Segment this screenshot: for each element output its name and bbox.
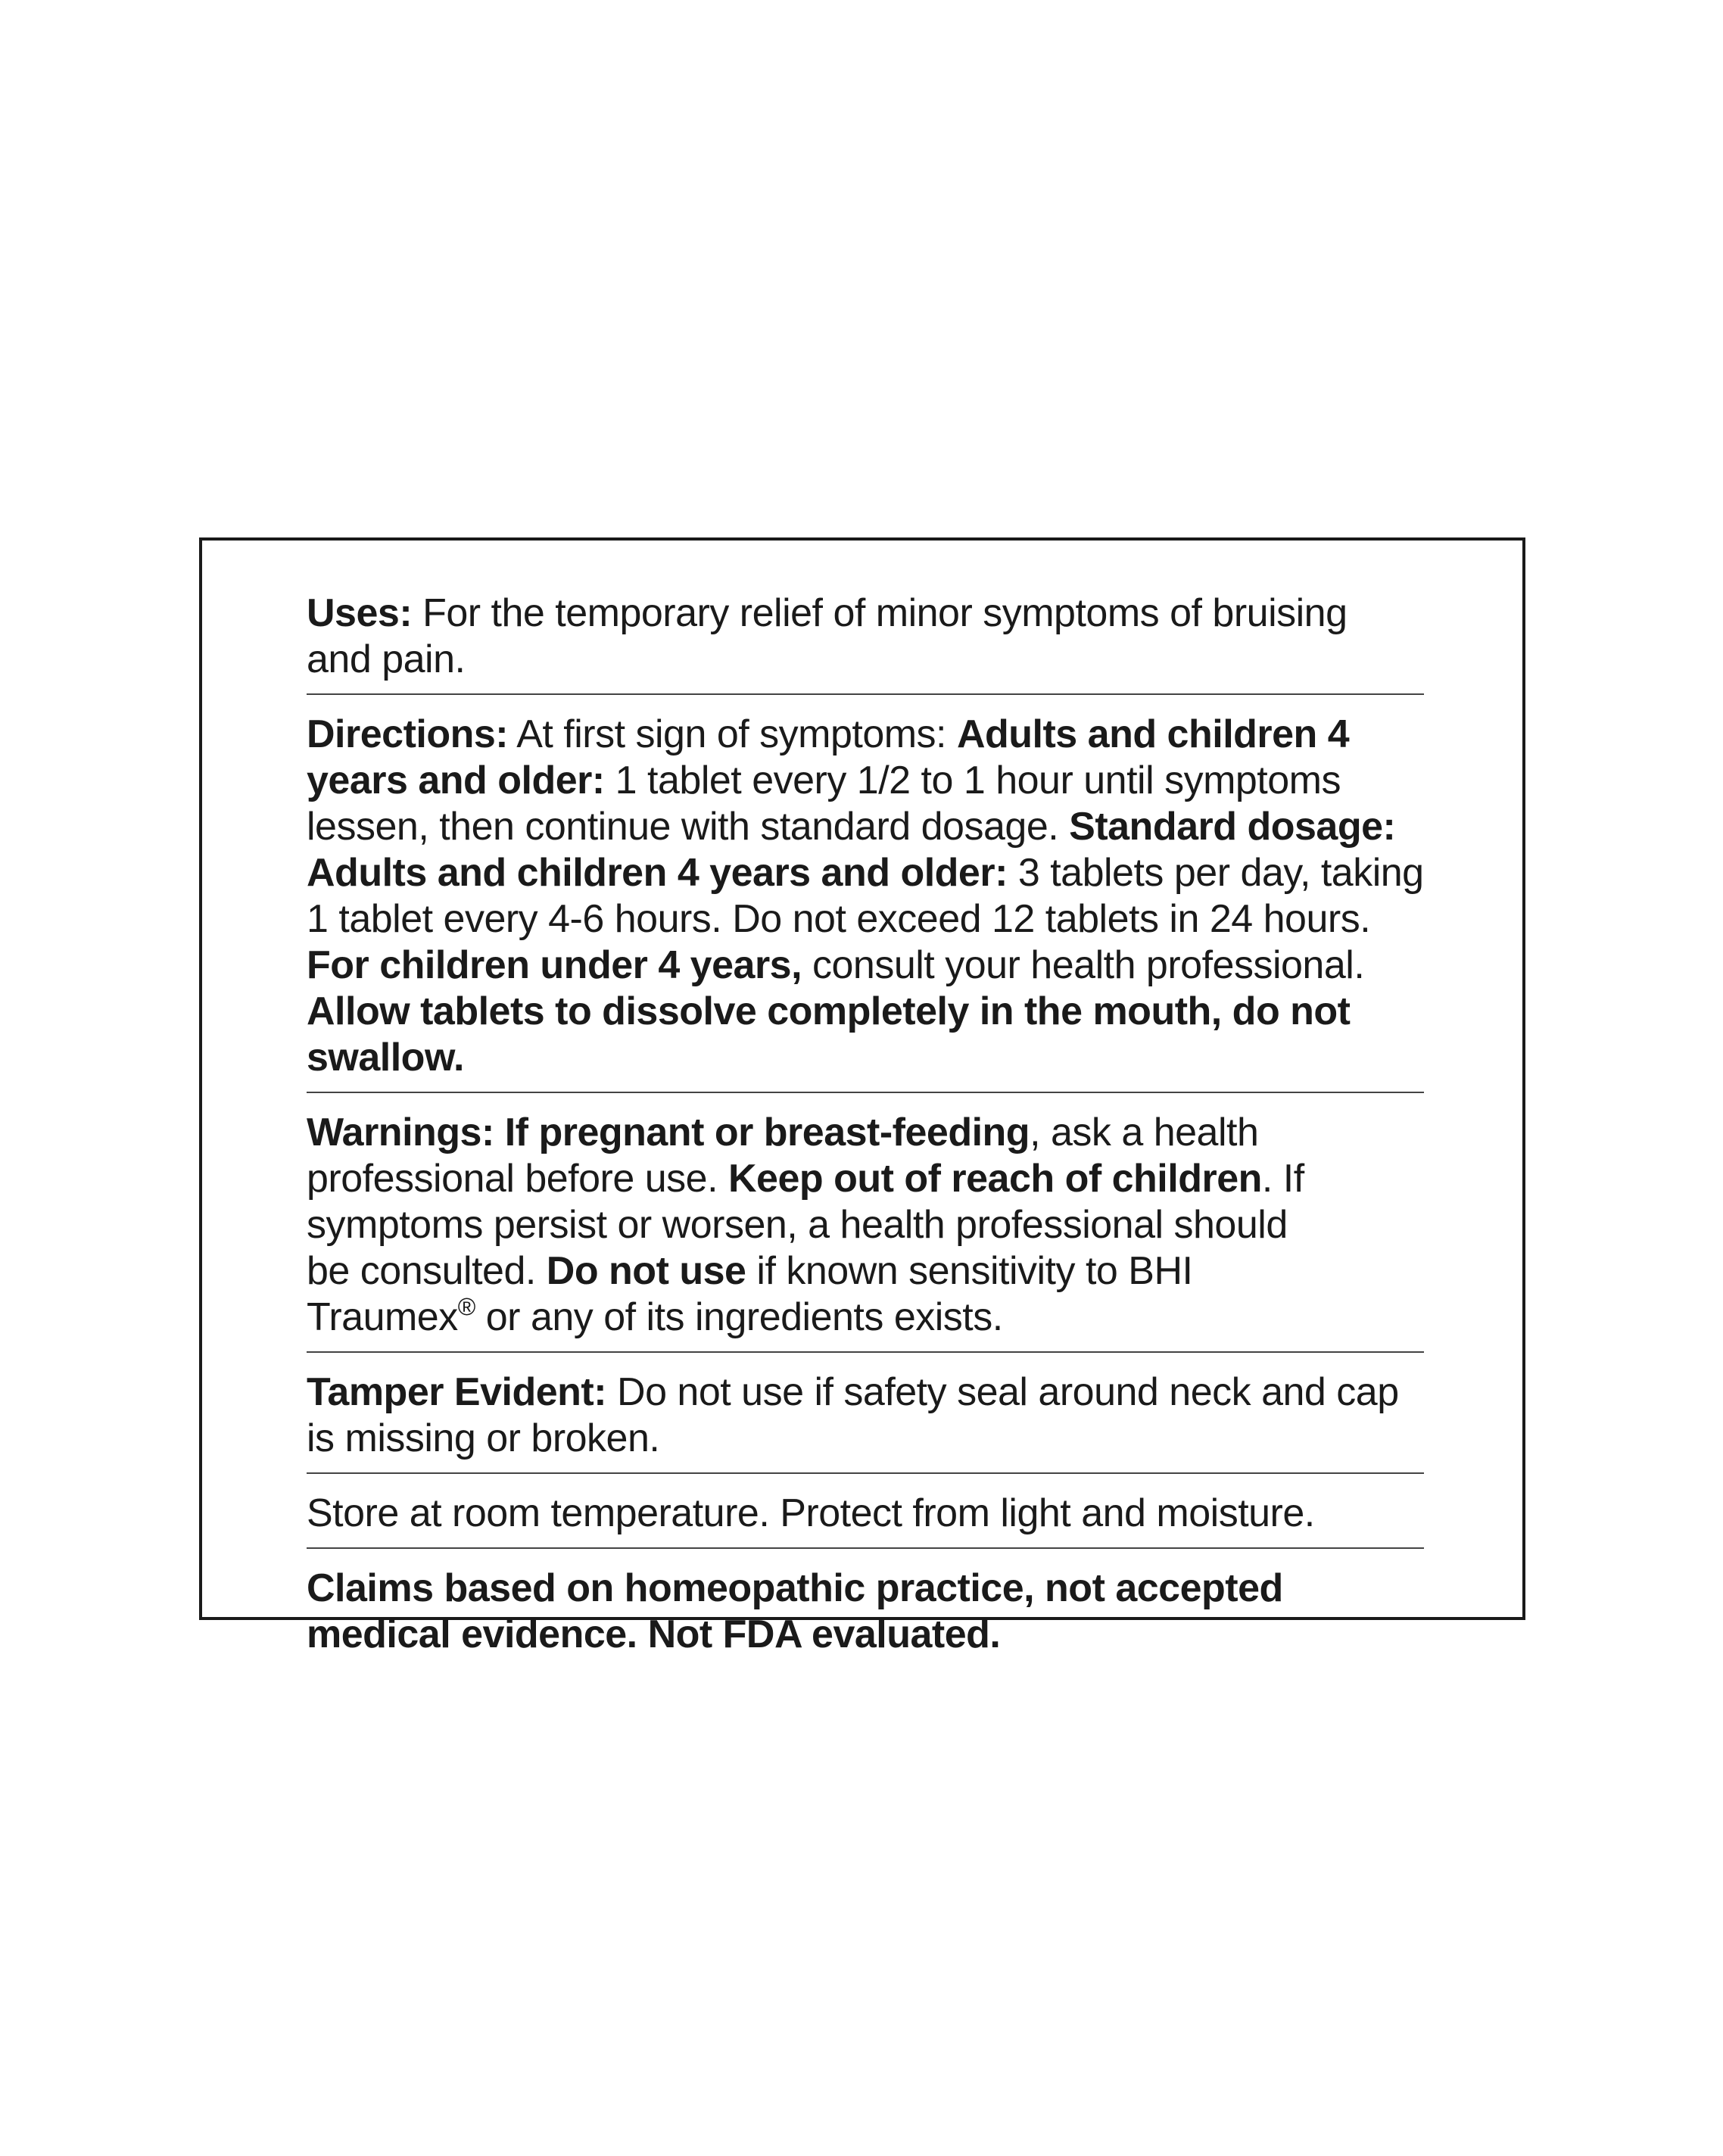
tamper-evident-section	[307, 1369, 1424, 1474]
directions-text-3: 3 tablets per day, taking 1 tablet every 4-6 hours. Do not exceed 12 tablets in 24 hours.	[307, 851, 1424, 941]
uses-heading: Uses:	[307, 591, 413, 635]
claims-section	[307, 1566, 1424, 1668]
warnings-text-4: or any of its ingredients exists.	[475, 1295, 1003, 1339]
warnings-heading: Warnings: If pregnant or breast-feeding	[307, 1111, 1030, 1154]
storage-section	[307, 1491, 1424, 1549]
directions-bold-1: Adults and children 4 years and older:	[307, 712, 1350, 802]
warnings-bold-2: Do not use	[546, 1249, 746, 1293]
tamper-text: Do not use if safety seal around neck and cap is missing or broken.	[307, 1370, 1399, 1460]
tamper-heading: Tamper Evident:	[307, 1370, 607, 1414]
directions-bold-4: Allow tablets to dissolve completely in the mouth, do not swallow.	[307, 989, 1351, 1080]
claims-text: Claims based on homeopathic practice, not accepted medical evidence. Not FDA evaluated.	[307, 1566, 1283, 1656]
warnings-section	[307, 1110, 1424, 1353]
warnings-text-1: , ask a health professional before use.	[307, 1111, 1259, 1201]
directions-section	[307, 712, 1424, 1093]
uses-section	[307, 590, 1424, 695]
warnings-text-2: . If symptoms persist or worsen, a health professional should be consulted.	[307, 1157, 1304, 1293]
directions-heading: Directions:	[307, 712, 509, 756]
directions-bold-3: For children under 4 years,	[307, 943, 802, 987]
storage-text: Store at room temperature. Protect from light and moisture.	[307, 1491, 1315, 1535]
registered-mark: ®	[457, 1293, 475, 1320]
warnings-text-3: if known sensitivity to BHI Traumex	[307, 1249, 1193, 1339]
directions-text-4: consult your health professional.	[802, 943, 1365, 987]
label-content	[307, 590, 1424, 1668]
directions-text-2: 1 tablet every 1/2 to 1 hour until symptoms lessen, then continue with standard dosage.	[307, 759, 1341, 849]
directions-text-1: At first sign of symptoms:	[508, 712, 957, 756]
directions-bold-2: Standard dosage: Adults and children 4 years and older:	[307, 805, 1396, 895]
warnings-bold-1: Keep out of reach of children	[728, 1157, 1262, 1201]
drug-facts-label	[199, 537, 1525, 1656]
uses-text: For the temporary relief of minor symptoms of bruising and pain.	[307, 591, 1348, 681]
